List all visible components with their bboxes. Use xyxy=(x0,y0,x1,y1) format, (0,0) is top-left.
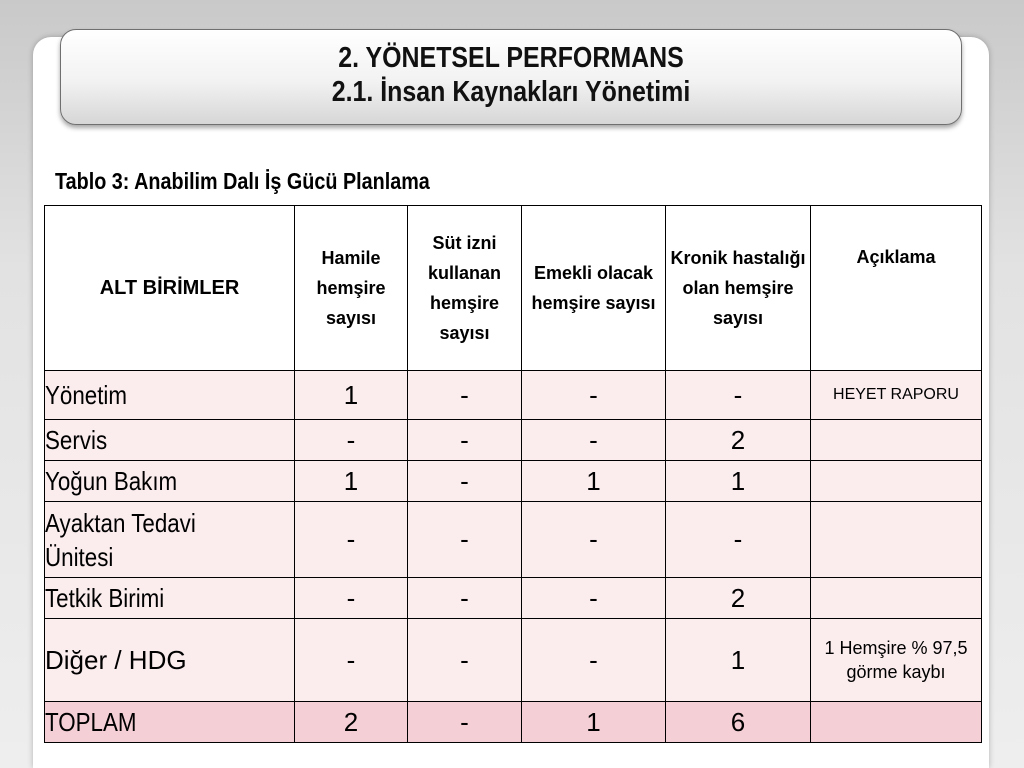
chronic-illness-count: - xyxy=(666,371,811,420)
unit-name: Yoğun Bakım xyxy=(45,461,295,502)
retiring-count: - xyxy=(522,619,666,702)
total-pregnant: 2 xyxy=(295,702,408,743)
chronic-illness-count: 1 xyxy=(666,619,811,702)
pregnant-count: 1 xyxy=(295,371,408,420)
total-nursing-leave: - xyxy=(408,702,522,743)
slide-subtitle: 2.1. İnsan Kaynakları Yönetimi xyxy=(331,76,691,108)
column-header-pregnant: Hamile hemşire sayısı xyxy=(295,206,408,371)
description-cell xyxy=(811,420,982,461)
table-total-row xyxy=(45,702,982,743)
retiring-count: - xyxy=(522,371,666,420)
total-label: TOPLAM xyxy=(45,702,295,743)
pregnant-count: - xyxy=(295,578,408,619)
description-cell xyxy=(811,502,982,578)
nursing-leave-count: - xyxy=(408,619,522,702)
pregnant-count: 1 xyxy=(295,461,408,502)
column-header-chronic-illness: Kronik hastalığı olan hemşire sayısı xyxy=(666,206,811,371)
pregnant-count: - xyxy=(295,619,408,702)
nursing-leave-count: - xyxy=(408,578,522,619)
pregnant-count: - xyxy=(295,502,408,578)
retiring-count: - xyxy=(522,420,666,461)
slide-title: 2. YÖNETSEL PERFORMANS xyxy=(338,42,684,74)
retiring-count: - xyxy=(522,502,666,578)
chronic-illness-count: - xyxy=(666,502,811,578)
table-row xyxy=(45,502,982,578)
column-header-units: ALT BİRİMLER xyxy=(45,206,295,371)
nursing-leave-count: - xyxy=(408,461,522,502)
description-cell xyxy=(811,461,982,502)
unit-name: Servis xyxy=(45,420,295,461)
total-description xyxy=(811,702,982,743)
unit-name: Ayaktan Tedavi Ünitesi xyxy=(45,502,295,578)
table-row xyxy=(45,420,982,461)
table-row xyxy=(45,371,982,420)
table-header-row xyxy=(45,206,982,371)
total-chronic-illness: 6 xyxy=(666,702,811,743)
workforce-table xyxy=(44,205,982,743)
description-cell: 1 Hemşire % 97,5 görme kaybı xyxy=(811,619,982,702)
unit-name: Yönetim xyxy=(45,371,295,420)
description-cell xyxy=(811,578,982,619)
retiring-count: 1 xyxy=(522,461,666,502)
unit-name: Diğer / HDG xyxy=(45,619,295,702)
nursing-leave-count: - xyxy=(408,502,522,578)
column-header-description: Açıklama xyxy=(811,206,982,371)
column-header-retiring: Emekli olacak hemşire sayısı xyxy=(522,206,666,371)
unit-name: Tetkik Birimi xyxy=(45,578,295,619)
title-box xyxy=(60,29,962,125)
pregnant-count: - xyxy=(295,420,408,461)
chronic-illness-count: 2 xyxy=(666,420,811,461)
table-row xyxy=(45,461,982,502)
chronic-illness-count: 2 xyxy=(666,578,811,619)
nursing-leave-count: - xyxy=(408,420,522,461)
table-row xyxy=(45,619,982,702)
description-cell: HEYET RAPORU xyxy=(811,371,982,420)
column-header-nursing-leave: Süt izni kullanan hemşire sayısı xyxy=(408,206,522,371)
table-row xyxy=(45,578,982,619)
retiring-count: - xyxy=(522,578,666,619)
table-caption: Tablo 3: Anabilim Dalı İş Gücü Planlama xyxy=(55,168,430,194)
chronic-illness-count: 1 xyxy=(666,461,811,502)
total-retiring: 1 xyxy=(522,702,666,743)
nursing-leave-count: - xyxy=(408,371,522,420)
